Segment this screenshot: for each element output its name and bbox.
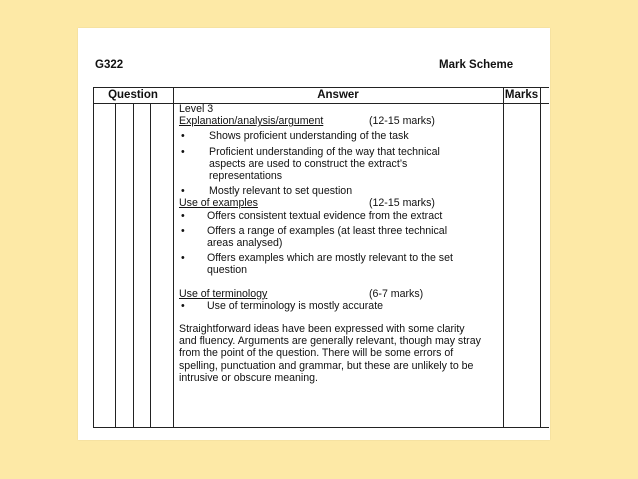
bullet-item <box>179 300 497 312</box>
section-title: Use of examples <box>179 197 258 210</box>
mark-scheme-page <box>78 28 550 440</box>
level-summary-paragraph: Straightforward ideas have been expressed with some clarity and fluency. Arguments are generally relevant, though may stray from the point of the question. There will be some errors of spelling, punctuation and grammar, but these are unlikely to be intrusive or obscure meaning. <box>179 322 481 384</box>
marks-col-left-border <box>503 87 504 428</box>
section-marks: (12-15 marks) <box>369 197 435 210</box>
answer-column-header: Answer <box>317 89 359 101</box>
section-title: Explanation/analysis/argument <box>179 115 324 128</box>
marks-column-header: Marks <box>504 89 539 101</box>
bullet-item <box>179 252 483 276</box>
document-code: G322 <box>95 59 124 71</box>
answer-cell <box>179 103 497 384</box>
section-heading-examples <box>179 197 497 209</box>
document-title: Mark Scheme <box>439 59 514 71</box>
bullet-text: Shows proficient understanding of the task <box>209 130 409 143</box>
bullet-icon: • <box>181 130 185 143</box>
marks-col-right-border <box>540 87 541 428</box>
section-title: Use of terminology <box>179 287 268 300</box>
bullet-icon: • <box>181 252 185 265</box>
bullet-text: Proficient understanding of the way that technical aspects are used to construct the extract’s representations <box>209 145 440 182</box>
section-marks: (6-7 marks) <box>369 287 424 300</box>
question-subcol-divider-2 <box>133 103 134 428</box>
table-bottom-border <box>93 427 549 428</box>
section-heading-terminology <box>179 288 497 300</box>
section-heading-explanation <box>179 115 497 127</box>
section-marks: (12-15 marks) <box>369 115 435 128</box>
level-heading: Level 3 <box>179 103 214 115</box>
bullet-item <box>179 130 497 142</box>
bullet-text: Offers examples which are mostly relevant to the set question <box>207 252 453 277</box>
bullet-item <box>179 210 497 222</box>
question-subcol-divider-3 <box>150 103 151 428</box>
bullet-text: Mostly relevant to set question <box>209 185 353 198</box>
bullet-item <box>179 225 471 249</box>
bullet-icon: • <box>181 145 185 158</box>
bullet-icon: • <box>181 185 185 198</box>
bullet-item <box>179 146 471 183</box>
bullet-text: Offers consistent textual evidence from the extract <box>207 209 443 222</box>
answer-col-left-border <box>173 87 174 428</box>
bullet-icon: • <box>181 299 185 312</box>
bullet-text: Use of terminology is mostly accurate <box>207 299 384 312</box>
bullet-icon: • <box>181 224 185 237</box>
bullet-icon: • <box>181 209 185 222</box>
question-subcol-divider-1 <box>115 103 116 428</box>
bullet-item <box>179 185 497 197</box>
bullet-text: Offers a range of examples (at least three technical areas analysed) <box>207 224 448 249</box>
mark-scheme-table <box>93 87 563 428</box>
table-left-border <box>93 87 94 428</box>
question-column-header: Question <box>108 89 158 101</box>
